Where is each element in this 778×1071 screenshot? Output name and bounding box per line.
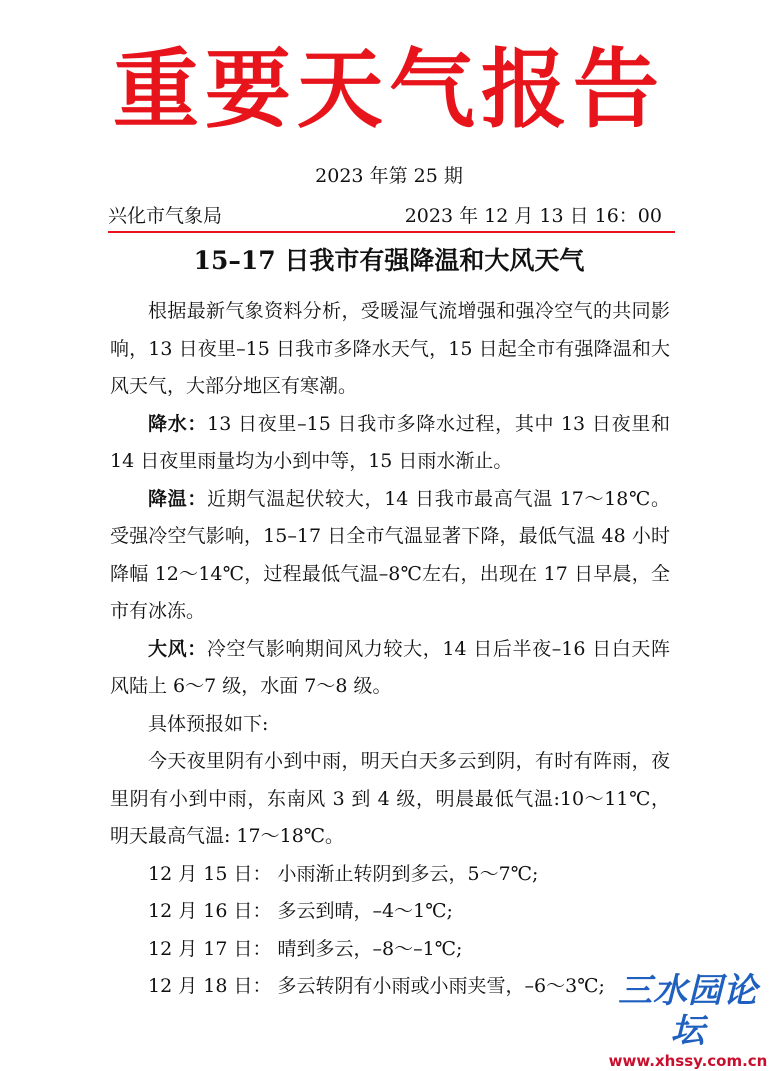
precipitation-label: 降水： <box>148 412 208 435</box>
masthead-title: 重要天气报告 <box>113 40 665 140</box>
precipitation-text: 13 日夜里–15 日我市多降水过程，其中 13 日夜里和 14 日夜里雨量均为小到中等，15 日雨水渐止。 <box>110 412 670 472</box>
temperature-paragraph <box>110 481 670 631</box>
issue-datetime: 2023 年 12 月 13 日 16：00 <box>404 205 662 227</box>
forecast-intro: 具体预报如下: <box>148 712 269 735</box>
intro-paragraph: 根据最新气象资料分析，受暖湿气流增强和强冷空气的共同影响，13 日夜里–15 日我市多降水天气，15 日起全市有强降温和大风天气，大部分地区有寒潮。 <box>110 300 670 397</box>
report-body <box>110 293 670 1006</box>
wind-paragraph <box>110 631 670 706</box>
forecast-day: 12 月 17 日： 晴到多云，–8～–1℃; <box>148 937 463 960</box>
wind-text: 冷空气影响期间风力较大，14 日后半夜–16 日白天阵风陆上 6～7 级，水面 7～8 级。 <box>110 637 670 697</box>
forum-watermark <box>602 971 774 1070</box>
header-divider <box>108 231 675 233</box>
forecast-day: 12 月 16 日： 多云到晴，–4～1℃; <box>148 900 453 922</box>
wind-label: 大风： <box>148 637 207 660</box>
forecast-today: 今天夜里阴有小到中雨，明天白天多云到阴，有时有阵雨，夜里阴有小到中雨，东南风 3 到 4 级，明晨最低气温:10～11℃，明天最高气温: 17～18℃。 <box>110 750 670 847</box>
report-headline: 15–17 日我市有强降温和大风天气 <box>193 246 585 275</box>
temperature-label: 降温： <box>148 487 208 510</box>
precipitation-paragraph <box>110 406 670 481</box>
temperature-text: 近期气温起伏较大，14 日我市最高气温 17～18℃。受强冷空气影响，15–17 日全市气温显著下降，最低气温 48 小时降幅 12～14℃，过程最低气温–8℃左右，出现在 17 日早晨，全市有冰冻。 <box>110 487 670 622</box>
watermark-name: 三水园论坛 <box>618 971 758 1051</box>
forecast-day: 12 月 15 日： 小雨渐止转阴到多云，5～7℃; <box>148 862 539 885</box>
forecast-day: 12 月 18 日： 多云转阴有小雨或小雨夹雪，–6～3℃; <box>148 975 605 997</box>
issuing-agency: 兴化市气象局 <box>108 205 223 227</box>
issue-number: 2023 年第 25 期 <box>315 165 463 187</box>
watermark-url: www.xhssy.com.cn <box>608 1052 768 1070</box>
